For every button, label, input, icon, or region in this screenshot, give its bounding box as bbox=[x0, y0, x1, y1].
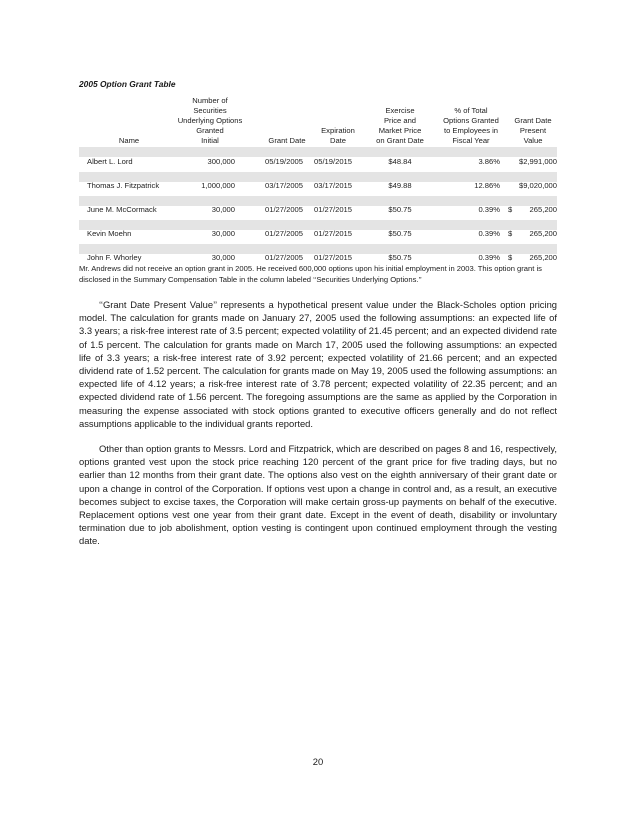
cell-grant-date: 01/27/2005 bbox=[265, 253, 304, 262]
cell-dollar: $ bbox=[508, 205, 513, 214]
table-row bbox=[79, 228, 557, 240]
header-grant-date: Grant Date bbox=[268, 136, 306, 145]
header-name: Name bbox=[118, 136, 140, 145]
cell-value: 265,200 bbox=[529, 229, 557, 238]
cell-dollar: $ bbox=[508, 229, 513, 238]
cell-expiration: 03/17/2015 bbox=[314, 181, 353, 190]
cell-initial: 30,000 bbox=[211, 205, 235, 214]
table-title: 2005 Option Grant Table bbox=[79, 79, 176, 89]
cell-initial: 1,000,000 bbox=[201, 181, 235, 190]
cell-grant-date: 01/27/2005 bbox=[265, 229, 304, 238]
cell-name: Kevin Moehn bbox=[87, 229, 132, 238]
cell-percent: 0.39% bbox=[478, 229, 500, 238]
cell-value: $9,020,000 bbox=[518, 181, 557, 190]
cell-percent: 0.39% bbox=[478, 205, 500, 214]
cell-exercise: $50.75 bbox=[388, 253, 412, 262]
cell-value: $2,991,000 bbox=[518, 157, 557, 166]
table-footnote: Mr. Andrews did not receive an option grant in 2005. He received 600,000 options upon his initial employment in 2003. This option grant is disclosed in the Summary Compensation Table in the column labeled ‘‘Securities Underlying Options.’’ bbox=[79, 264, 542, 284]
table-header bbox=[79, 96, 557, 146]
cell-grant-date: 03/17/2005 bbox=[265, 181, 304, 190]
cell-initial: 30,000 bbox=[211, 253, 235, 262]
cell-name: John F. Whorley bbox=[87, 253, 142, 262]
header-securities: Number of Securities Underlying Options Granted Initial bbox=[177, 96, 243, 145]
cell-value: 265,200 bbox=[529, 253, 557, 262]
cell-percent: 3.86% bbox=[478, 157, 500, 166]
table-row bbox=[79, 204, 557, 216]
cell-percent: 0.39% bbox=[478, 253, 500, 262]
cell-value: 265,200 bbox=[529, 205, 557, 214]
table-row bbox=[79, 156, 557, 168]
paragraph-vesting: Other than option grants to Messrs. Lord and Fitzpatrick, which are described on pages 8 and 16, respectively, options granted vest upon the stock price reaching 120 percent of the grant price for five trading days, but no earlier than 12 months from their grant date. The options also vest on the eighth anniversary of their grant date or upon a change in control of the Corporation. If options vest upon a change in control and, as a result, an executive becomes subject to excise taxes, the Corporation will make certain gross-up payments on behalf of the executive. Replacement options vest one year from their grant date. Except in the event of death, disability or involuntary termination due to job abolishment, option vesting is contingent upon continued employment through the vesting date. bbox=[79, 443, 557, 547]
table-row bbox=[79, 252, 557, 264]
cell-initial: 30,000 bbox=[211, 229, 235, 238]
header-expiration: Expiration Date bbox=[321, 126, 355, 145]
header-percent: % of Total Options Granted to Employees in Fiscal Year bbox=[443, 106, 499, 145]
header-exercise: Exercise Price and Market Price on Grant Date bbox=[376, 106, 424, 145]
cell-exercise: $50.75 bbox=[388, 229, 412, 238]
cell-percent: 12.86% bbox=[474, 181, 500, 190]
cell-expiration: 01/27/2015 bbox=[314, 205, 353, 214]
cell-expiration: 01/27/2015 bbox=[314, 253, 353, 262]
header-present-value: Grant Date Present Value bbox=[514, 116, 552, 145]
cell-expiration: 01/27/2015 bbox=[314, 229, 353, 238]
cell-initial: 300,000 bbox=[207, 157, 235, 166]
page-number: 20 bbox=[312, 756, 324, 767]
cell-dollar: $ bbox=[508, 253, 513, 262]
cell-expiration: 05/19/2015 bbox=[314, 157, 353, 166]
cell-grant-date: 05/19/2005 bbox=[265, 157, 304, 166]
cell-name: June M. McCormack bbox=[87, 205, 157, 214]
cell-exercise: $50.75 bbox=[388, 205, 412, 214]
cell-name: Albert L. Lord bbox=[87, 157, 133, 166]
cell-exercise: $49.88 bbox=[388, 181, 412, 190]
cell-exercise: $48.84 bbox=[388, 157, 412, 166]
paragraph-present-value: ‘‘Grant Date Present Value’’ represents a hypothetical present value under the Black-Scholes option pricing model. The calculation for grants made on January 27, 2005 used the following assumptions: an expected life of 3.3 years; a risk-free interest rate of 3.5 percent; expected volatility of 21.45 percent; and an expected dividend rate of 1.5 percent. The calculation for grants made on March 17, 2005 used the following assumptions: an expected life of 3.3 years; a risk-free interest rate of 3.92 percent; expected volatility of 21.66 percent; and an expected dividend rate of 1.52 percent. The calculation for grants made on May 19, 2005 used the following assumptions: an expected life of 4.12 years; a risk-free interest rate of 3.78 percent; expected volatility of 22.35 percent; and an expected dividend rate of 1.56 percent. The foregoing assumptions are the same as applied by the Corporation in measuring the expense associated with stock options granted to executive officers generally and do not reflect assumptions applicable to the individual grants reported. bbox=[79, 299, 557, 429]
cell-grant-date: 01/27/2005 bbox=[265, 205, 304, 214]
cell-name: Thomas J. Fitzpatrick bbox=[87, 181, 160, 190]
table-row bbox=[79, 180, 557, 192]
